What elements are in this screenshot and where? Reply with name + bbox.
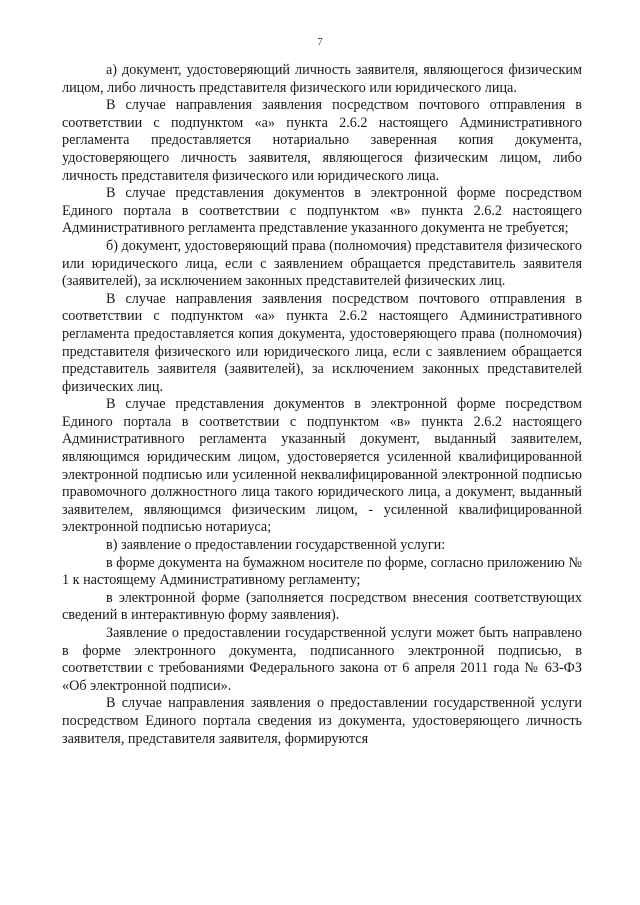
paragraph: В случае направления заявления посредством почтового отправления в соответствии с подпунктом «а» пункта 2.6.2 настоящего Административного регламента предоставляется копия документа, удостоверяющего права (полномочия) представителя физического или юридического лица, если с заявлением обращается представитель заявителя (заявителей), за исключением законных представителей физических лиц. bbox=[62, 290, 582, 395]
paragraph: В случае представления документов в электронной форме посредством Единого портала в соответствии с подпунктом «в» пункта 2.6.2 настоящего Административного регламента представление указанного документа не требуется; bbox=[62, 185, 582, 237]
paragraph: В случае представления документов в электронной форме посредством Единого портала в соответствии с подпунктом «в» пункта 2.6.2 настоящего Административного регламента указанный документ, выданный заявителем, являющимся юридическим лицом, удостоверяется усиленной квалифицированной электронной подписью или усиленной неквалифицированной электронной подписью правомочного должностного лица такого юридического лица, а документ, выданный заявителем, являющимся физическим лицом, - усиленной квалифицированной электронной подписью нотариуса; bbox=[62, 396, 582, 536]
paragraph: в форме документа на бумажном носителе по форме, согласно приложению № 1 к настоящему Административному регламенту; bbox=[62, 554, 582, 589]
paragraph: а) документ, удостоверяющий личность заявителя, являющегося физическим лицом, либо личность представителя физического или юридического лица. bbox=[62, 62, 582, 96]
document-body bbox=[62, 62, 582, 748]
paragraph: в) заявление о предоставлении государственной услуги: bbox=[106, 537, 446, 554]
paragraph: в электронной форме (заполняется посредством внесения соответствующих сведений в интерактивную форму заявления). bbox=[62, 589, 582, 624]
paragraph: б) документ, удостоверяющий права (полномочия) представителя физического или юридического лица, если с заявлением обращается представитель заявителя (заявителей), за исключением законных представителей физических лиц. bbox=[62, 237, 582, 290]
paragraph: В случае направления заявления о предоставлении государственной услуги посредством Единого портала сведения из документа, удостоверяющего личность заявителя, представителя заявителя, формируются bbox=[62, 695, 582, 747]
page-number: 7 bbox=[317, 36, 323, 48]
paragraph: В случае направления заявления посредством почтового отправления в соответствии с подпунктом «а» пункта 2.6.2 настоящего Административного регламента предоставляется нотариально заверенная копия документа, удостоверяющего личность заявителя, являющегося физическим лицом, либо личность представителя физического или юридического лица. bbox=[62, 97, 582, 184]
paragraph: Заявление о предоставлении государственной услуги может быть направлено в форме электронного документа, подписанного электронной подписью, в соответствии с требованиями Федерального закона от 6 апреля 2011 года № 63-ФЗ «Об электронной подписи». bbox=[62, 625, 582, 694]
